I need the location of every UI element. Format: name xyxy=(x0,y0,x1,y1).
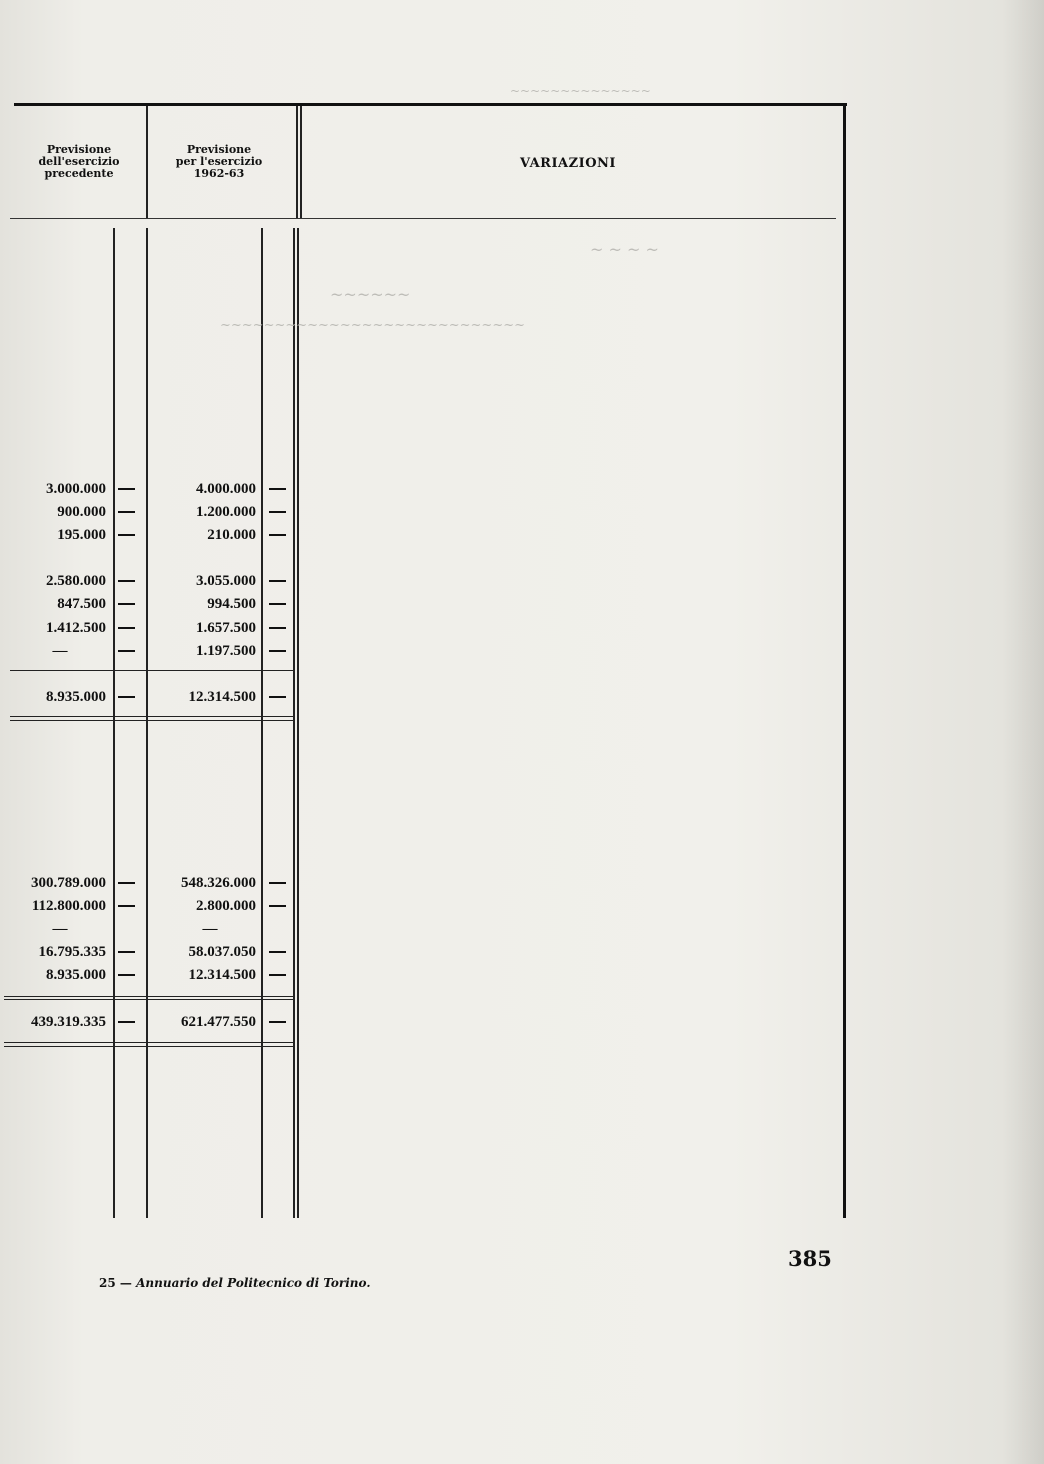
current-value: 3.055.000 xyxy=(196,573,256,589)
page-footer xyxy=(99,1276,371,1290)
dash-separator xyxy=(269,951,286,953)
dash-separator xyxy=(269,905,286,907)
current-value: 994.500 xyxy=(207,596,256,612)
previous-value: 3.000.000 xyxy=(46,481,106,497)
grand-total-double-rule xyxy=(4,1042,293,1043)
column-header-previous-year: Previsione dell'esercizio precedente xyxy=(38,143,120,180)
table-row xyxy=(0,570,300,592)
body-divider-a xyxy=(113,228,115,1218)
body-divider-c xyxy=(261,228,263,1218)
dash-separator xyxy=(269,882,286,884)
total-row xyxy=(0,686,300,708)
dash-separator xyxy=(118,580,135,582)
current-value: 12.314.500 xyxy=(188,967,256,983)
current-grand-total: 621.477.550 xyxy=(181,1014,256,1030)
body-divider-b xyxy=(146,228,148,1218)
dash-separator xyxy=(118,905,135,907)
dash-separator xyxy=(269,511,286,513)
dash-separator xyxy=(118,696,135,698)
dash-separator xyxy=(118,603,135,605)
current-value: 210.000 xyxy=(207,527,256,543)
total-double-rule xyxy=(10,720,293,721)
dash-separator xyxy=(118,488,135,490)
table-row xyxy=(0,895,300,917)
current-value: 58.037.050 xyxy=(188,944,256,960)
header-bottom-rule xyxy=(10,218,836,219)
current-value: 2.800.000 xyxy=(196,898,256,914)
subtotal-rule xyxy=(4,999,293,1000)
dash-separator xyxy=(118,534,135,536)
dash-separator xyxy=(118,511,135,513)
dash-separator xyxy=(118,974,135,976)
previous-value: — xyxy=(52,643,68,659)
footer-publication-title: Annuario del Politecnico di Torino. xyxy=(136,1276,371,1290)
previous-value: 8.935.000 xyxy=(46,967,106,983)
dash-separator xyxy=(269,627,286,629)
previous-total: 8.935.000 xyxy=(46,689,106,705)
column-header-current-year: Previsione per l'esercizio 1962-63 xyxy=(175,143,263,180)
body-divider-d xyxy=(293,228,295,1218)
dash-separator xyxy=(269,534,286,536)
column-header-variazioni: VARIAZIONI xyxy=(520,156,616,171)
table-row xyxy=(0,617,300,639)
dash-separator xyxy=(269,603,286,605)
current-value: 1.197.500 xyxy=(196,643,256,659)
table-row xyxy=(0,593,300,615)
dash-separator xyxy=(118,650,135,652)
dash-separator xyxy=(269,696,286,698)
page-number: 385 xyxy=(788,1246,832,1271)
previous-value: 900.000 xyxy=(57,504,106,520)
previous-value: 2.580.000 xyxy=(46,573,106,589)
bleed-through-text: ~~~~~~~~~~~~~~ xyxy=(510,84,651,98)
header-divider-1 xyxy=(146,106,148,218)
previous-value: 16.795.335 xyxy=(38,944,106,960)
current-value: 1.200.000 xyxy=(196,504,256,520)
table-row xyxy=(0,964,300,986)
dash-separator xyxy=(269,488,286,490)
footer-page-ref: 25 — xyxy=(99,1276,132,1290)
table-top-rule xyxy=(14,103,847,106)
bleed-through-text: ~ ~ ~ ~ xyxy=(590,240,659,259)
previous-value: 300.789.000 xyxy=(31,875,106,891)
dash-separator xyxy=(269,650,286,652)
grand-total-row xyxy=(0,1011,300,1033)
grand-total-double-rule xyxy=(4,1046,293,1047)
bleed-through-text: ~~~~~~~~~~~~~~~~~~~~~~~~~~~~ xyxy=(220,318,525,333)
previous-grand-total: 439.319.335 xyxy=(31,1014,106,1030)
subtotal-rule xyxy=(4,996,293,997)
table-row xyxy=(0,640,300,662)
dash-separator xyxy=(118,627,135,629)
current-value: 1.657.500 xyxy=(196,620,256,636)
dash-separator xyxy=(118,882,135,884)
dash-separator xyxy=(118,1021,135,1023)
previous-value: — xyxy=(52,921,68,937)
current-value: 4.000.000 xyxy=(196,481,256,497)
dash-separator xyxy=(118,951,135,953)
total-double-rule xyxy=(10,716,293,717)
table-row xyxy=(0,941,300,963)
dash-separator xyxy=(269,580,286,582)
header-divider-2 xyxy=(296,106,298,218)
previous-value: 195.000 xyxy=(57,527,106,543)
previous-value: 1.412.500 xyxy=(46,620,106,636)
previous-value: 112.800.000 xyxy=(31,898,106,914)
table-row xyxy=(0,478,300,500)
dash-separator xyxy=(269,1021,286,1023)
dash-separator xyxy=(269,974,286,976)
current-total: 12.314.500 xyxy=(188,689,256,705)
table-right-border xyxy=(843,103,846,1218)
table-row xyxy=(0,524,300,546)
bleed-through-text: ~~~~~~ xyxy=(330,285,411,304)
previous-value: 847.500 xyxy=(57,596,106,612)
table-row xyxy=(0,918,300,940)
current-value: 548.326.000 xyxy=(181,875,256,891)
header-divider-2b xyxy=(300,106,302,218)
table-row xyxy=(0,872,300,894)
subtotal-rule xyxy=(10,670,293,671)
current-value: — xyxy=(202,921,218,937)
table-row xyxy=(0,501,300,523)
body-divider-e xyxy=(297,228,299,1218)
